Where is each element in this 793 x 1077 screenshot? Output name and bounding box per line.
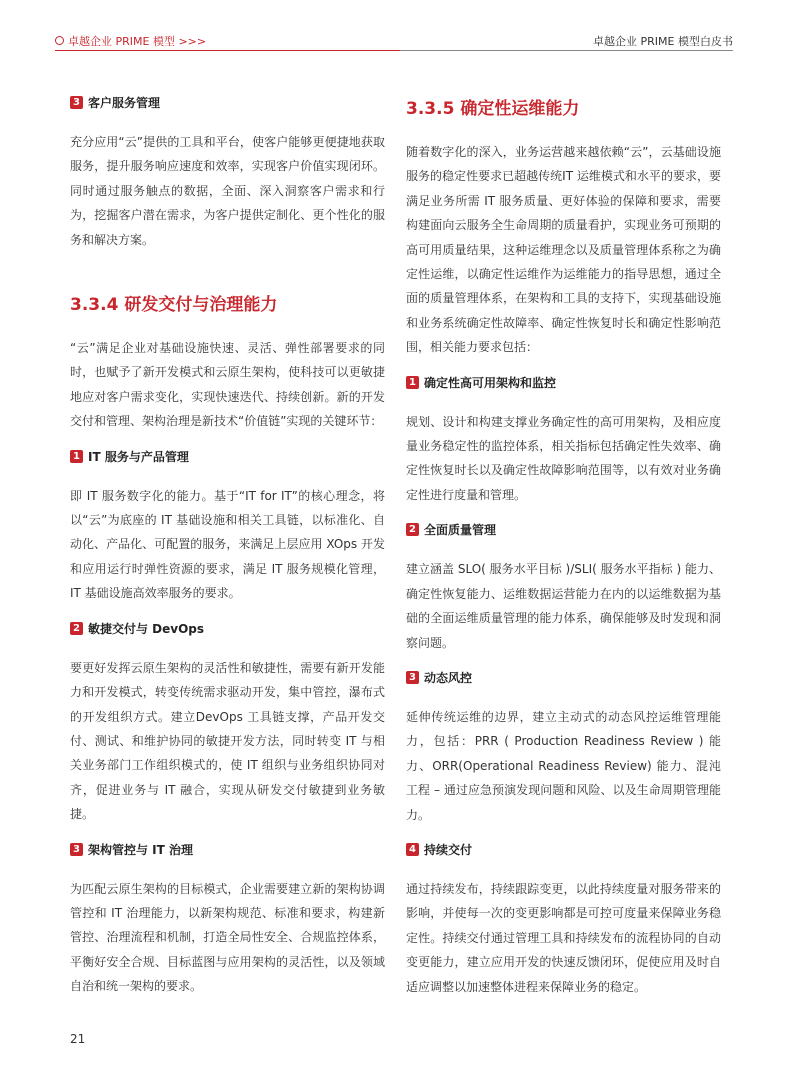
subsection-title: 确定性高可用架构和监控 [424, 375, 557, 390]
header-divider-dark [400, 50, 733, 51]
subsection-agile-devops [70, 620, 385, 637]
paragraph: 通过持续发布，持续跟踪变更，以此持续度量对服务带来的影响，并使每一次的变更影响都是可控可度量来保障业务稳定性。持续交付通过管理工具和持续发布的流程协同的自动变更能力，建立应用开发的快速反馈闭环，促使应用及时自适应调整以加速整体进程来保障业务的稳定。 [406, 881, 721, 994]
header-right-title: 卓越企业 PRIME 模型白皮书 [593, 35, 733, 48]
subsection-title: 架构管控与 IT 治理 [88, 842, 194, 857]
number-badge: 3 [70, 96, 83, 109]
section-heading-3-3-4: 3.3.4 研发交付与治理能力 [70, 295, 278, 316]
page-header [0, 0, 793, 52]
paragraph: “云”满足企业对基础设施快速、灵活、弹性部署要求的同时，也赋予了新开发模式和云原生架构，使科技可以更敏捷地应对客户需求变化，实现快速迭代、持续创新。新的开发交付和管理、架构治理是新技术“价值链”实现的关键环节： [70, 341, 385, 429]
header-left [55, 33, 206, 49]
subsection-quality-management [406, 521, 721, 538]
paragraph: 规划、设计和构建支撑业务确定性的高可用架构，及相应度量业务稳定性的监控体系，相关指标包括确定性失效率、确定性恢复时长以及确定性故障影响范围等，以有效对业务确定性进行度量和管理。 [406, 414, 721, 502]
section-heading-3-3-5: 3.3.5 确定性运维能力 [406, 99, 580, 119]
left-column [70, 88, 385, 999]
right-column [406, 88, 721, 999]
paragraph: 为匹配云原生架构的目标模式，企业需要建立新的架构协调管控和 IT 治理能力，以新架构规范、标准和要求，构建新管控、治理流程和机制，打造全局性安全、合规监控体系，平衡好安全合规、目标蓝图与应用架构的灵活性，以及领域自治和统一架构的要求。 [70, 881, 385, 994]
number-badge: 3 [70, 843, 83, 856]
number-badge: 3 [406, 671, 419, 684]
number-badge: 2 [406, 523, 419, 536]
paragraph: 延伸传统运维的边界，建立主动式的动态风控运维管理能力，包括：PRR ( Production Readiness Review ) 能 力、ORR(Operational Readiness Review) 能力、混沌工程 – 通过应急预演发现问题和风险、以及生命周期管理能力。 [406, 709, 721, 822]
number-badge: 4 [406, 843, 419, 856]
subsection-ha-architecture [406, 374, 721, 391]
subsection-customer-service [70, 94, 385, 111]
paragraph: 充分应用“云”提供的工具和平台，使客户能够更便捷地获取服务，提升服务响应速度和效率，实现客户价值实现闭环。同时通过服务触点的数据，全面、深入洞察客户需求和行为，挖掘客户潜在需求，为客户提供定制化、更个性化的服务和解决方案。 [70, 135, 385, 247]
number-badge: 1 [70, 450, 83, 463]
subsection-title: 全面质量管理 [424, 523, 497, 538]
subsection-dynamic-risk [406, 669, 721, 686]
paragraph: 随着数字化的深入，业务运营越来越依赖“云”，云基础设施服务的稳定性要求已超越传统IT 运维模式和水平的要求，要满足业务所需 IT 服务质量、更好体验的保障和要求，需要构建面向云服务全生命周期的质量看护，实现业务可预期的高可用质量结果，这种运维理念以及质量管理体系称之为确定性运维，以确定性运维作为运维能力的指导思想，通过全面的质量管理体系，在架构和工具的支持下，实现基础设施和业务系统确定性故障率、确定性恢复时长和确定性影响范围，相关能力要求包括： [406, 145, 721, 355]
number-badge: 1 [406, 376, 419, 389]
number-badge: 2 [70, 622, 83, 635]
paragraph: 要更好发挥云原生架构的灵活性和敏捷性，需要有新开发能力和开发模式，转变传统需求驱动开发，集中管控，瀑布式的开发组织方式。建立DevOps 工具链支撑，产品开发交付、测试、和维护协同的敏捷开发方法，同时转变 IT 与相关业务部门工作组织模式的，使 IT 组织与业务组织协同对齐，促进业务与 IT 融合，实现从研发交付敏捷到业务敏捷。 [70, 660, 385, 822]
subsection-title: 敏捷交付与 DevOps [88, 621, 205, 636]
page-number: 21 [70, 1032, 86, 1046]
subsection-title: 持续交付 [424, 842, 473, 857]
header-arrows: >>> [178, 35, 207, 48]
subsection-continuous-delivery [406, 841, 721, 858]
paragraph: 建立涵盖 SLO( 服务水平目标 )/SLI( 服务水平指标 ) 能力、确定性恢复能力、运维数据运营能力在内的以运维数据为基础的全面运维质量管理的能力体系，确保能够及时发现和洞察问题。 [406, 562, 721, 650]
subsection-title: IT 服务与产品管理 [88, 449, 189, 464]
subsection-title: 客户服务管理 [88, 96, 161, 110]
subsection-it-service [70, 448, 385, 465]
subsection-architecture-governance [70, 841, 385, 858]
brand-logo-icon [55, 36, 64, 45]
header-left-title: 卓越企业 PRIME 模型 [68, 35, 175, 48]
paragraph: 即 IT 服务数字化的能力。基于“IT for IT”的核心理念，将以“云”为底座的 IT 基础设施和相关工具链，以标准化、自动化、产品化、可配置的服务，来满足上层应用 XOps 开发和应用运行时弹性资源的要求，满足 IT 服务规模化管理， IT 基础设施高效率服务的要求。 [70, 488, 385, 601]
subsection-title: 动态风控 [424, 670, 473, 685]
